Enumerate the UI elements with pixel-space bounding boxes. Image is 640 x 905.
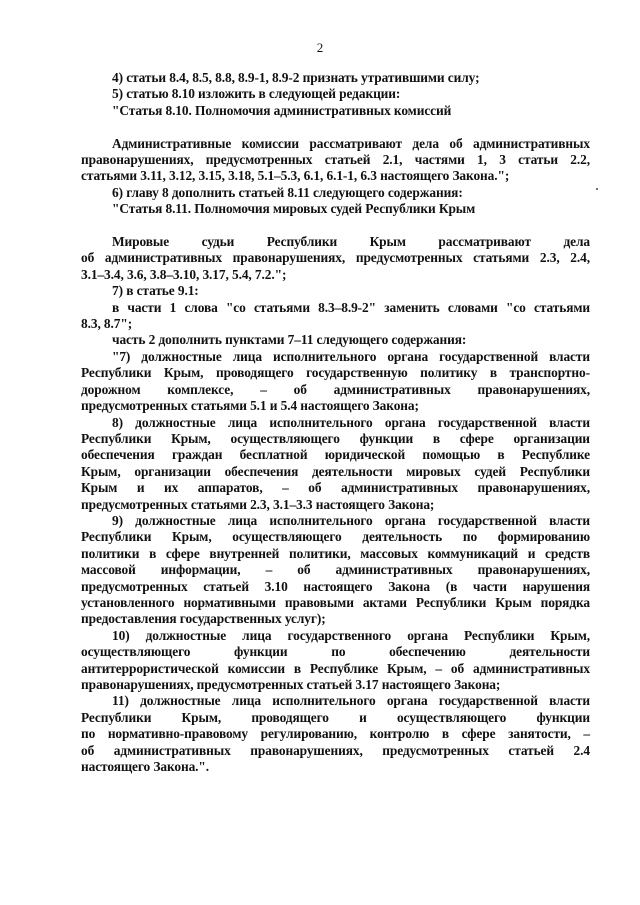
word: обеспечению — [389, 644, 466, 660]
word: Крым, — [171, 430, 211, 446]
word: функции — [359, 430, 414, 446]
word: административных — [340, 480, 458, 496]
article-8-10-text-line-3: статьями 3.11, 3.12, 3.15, 3.18, 5.1–5.3, 6.1, 6.1-1, 6.3 настоящего Закона."; — [81, 168, 510, 184]
article-8-10-heading: "Статья 8.10. Полномочия административных комиссий — [112, 102, 452, 118]
article-8-11-text-line-1 — [81, 234, 590, 250]
article-8-10-text-line-2: правонарушениях, предусмотренных статьей 2.1, частями 1, 3 статьи 2.2, — [81, 152, 590, 168]
point-8-line-6: предусмотренных статьями 2.3, 3.1–3.3 настоящего Закона; — [81, 496, 435, 512]
point-8-line-4: Крым, организации обеспечения деятельности мировых судей Республики — [81, 463, 590, 479]
word: Крым — [81, 480, 118, 496]
word: их — [164, 480, 179, 496]
word: дела — [563, 234, 590, 250]
point-9-line-7: предоставления государственных услуг); — [81, 611, 326, 627]
word: Мировые — [112, 234, 170, 250]
word: рассматривают — [438, 234, 531, 250]
scan-speck — [596, 188, 598, 190]
point-9-line-6: установленного нормативными правовыми актами Республики Крым порядка — [81, 594, 590, 610]
point-11-line-2 — [81, 710, 590, 726]
item-5-line: 5) статью 8.10 изложить в следующей редакции: — [112, 86, 401, 102]
word: информации, — [160, 562, 241, 578]
point-10-line-3: антитеррористической комиссии в Республике Крым, – об административных — [81, 660, 590, 676]
point-7-line-1: "7) должностные лица исполнительного органа государственной власти — [112, 348, 590, 364]
word: и — [136, 480, 145, 496]
point-11-line-1: 11) должностные лица исполнительного органа государственной власти — [112, 693, 590, 709]
point-9-line-4 — [81, 562, 590, 578]
word: Крым, — [181, 709, 222, 725]
word: осуществляющего — [81, 644, 191, 660]
word: дорожном — [81, 381, 141, 397]
point-9-line-2: Республики Крым, осуществляющего деятельность по формированию — [81, 529, 590, 545]
word: Республики — [81, 430, 152, 446]
page-number: 2 — [316, 40, 324, 55]
word: массовой — [81, 562, 136, 578]
point-7-line-2: Республики Крым, проводящего государственную политику в транспортно- — [81, 365, 590, 381]
point-10-line-1: 10) должностные лица государственного органа Республики Крым, — [112, 627, 590, 643]
point-9-line-5: предусмотренных статьей 3.10 настоящего Закона (в части нарушения — [81, 578, 590, 594]
word: Республики — [266, 234, 338, 250]
word: Республики — [81, 709, 152, 725]
point-10-line-2 — [81, 644, 590, 660]
point-8-line-3: обеспечения граждан бесплатной юридической помощью в Республике — [81, 447, 590, 463]
point-9-line-1: 9) должностные лица исполнительного органа государственной власти — [112, 512, 590, 528]
part-1-line-2: 8.3, 8.7"; — [81, 316, 133, 332]
word: об — [308, 480, 322, 496]
word: функции — [234, 644, 288, 660]
word: функции — [536, 709, 590, 725]
word: в — [432, 430, 441, 446]
word: деятельности — [509, 644, 590, 660]
word: и — [359, 709, 367, 725]
point-8-line-1: 8) должностные лица исполнительного органа государственной власти — [112, 414, 590, 430]
word: правонарушениях, — [477, 480, 590, 496]
part-2-intro-line: часть 2 дополнить пунктами 7–11 следующего содержания: — [112, 332, 467, 348]
article-8-11-text-line-2: об административных правонарушениях, предусмотренных статьями 2.3, 2.4, — [81, 250, 590, 266]
point-7-line-3 — [81, 382, 590, 398]
word: организации — [513, 430, 590, 446]
word: об — [297, 562, 311, 578]
word: об — [293, 381, 307, 397]
point-11-line-3: по нормативно-правовому регулированию, контролю в сфере занятости, – — [81, 726, 590, 742]
item-6-line: 6) главу 8 дополнить статьей 8.11 следующего содержания: — [112, 184, 463, 200]
word: по — [331, 644, 346, 660]
point-11-line-4: об административных правонарушениях, предусмотренных статьей 2.4 — [81, 742, 590, 758]
word: аппаратов, — [197, 480, 263, 496]
item-7-line: 7) в статье 9.1: — [112, 283, 199, 299]
article-8-10-text-line-1: Административные комиссии рассматривают дела об административных — [112, 135, 590, 151]
word: осуществляющего — [230, 430, 340, 446]
article-8-11-heading: "Статья 8.11. Полномочия мировых судей Республики Крым — [112, 201, 476, 217]
word: сфере — [459, 430, 494, 446]
point-8-line-2 — [81, 431, 590, 447]
word: – — [265, 562, 273, 578]
word: административных — [333, 381, 451, 397]
point-11-line-5: настоящего Закона.". — [81, 759, 210, 775]
word: комплексе, — [167, 381, 234, 397]
word: – — [282, 480, 289, 496]
point-8-line-5 — [81, 480, 590, 496]
word: судьи — [201, 234, 235, 250]
word: правонарушениях, — [477, 381, 590, 397]
word: Крым — [369, 234, 406, 250]
word: административных — [335, 562, 453, 578]
point-7-line-4: предусмотренных статьями 5.1 и 5.4 настоящего Закона; — [81, 398, 419, 414]
word: осуществляющего — [396, 709, 507, 725]
article-8-11-text-line-3: 3.1–3.4, 3.6, 3.8–3.10, 3.17, 5.4, 7.2."; — [81, 266, 287, 282]
point-10-line-4: правонарушениях, предусмотренных статьей 3.17 настоящего Закона; — [81, 677, 501, 692]
word: правонарушениях, — [477, 562, 590, 578]
item-4-line: 4) статьи 8.4, 8.5, 8.8, 8.9-1, 8.9-2 признать утратившими силу; — [112, 70, 480, 85]
point-9-line-3: политики в сфере внутренней политики, массовых коммуникаций и средств — [81, 545, 590, 561]
word: – — [260, 381, 267, 397]
document-body — [81, 70, 590, 775]
part-1-line-1: в части 1 слова "со статьями 8.3–8.9-2" заменить словами "со статьями — [112, 299, 590, 315]
word: проводящего — [251, 709, 329, 725]
